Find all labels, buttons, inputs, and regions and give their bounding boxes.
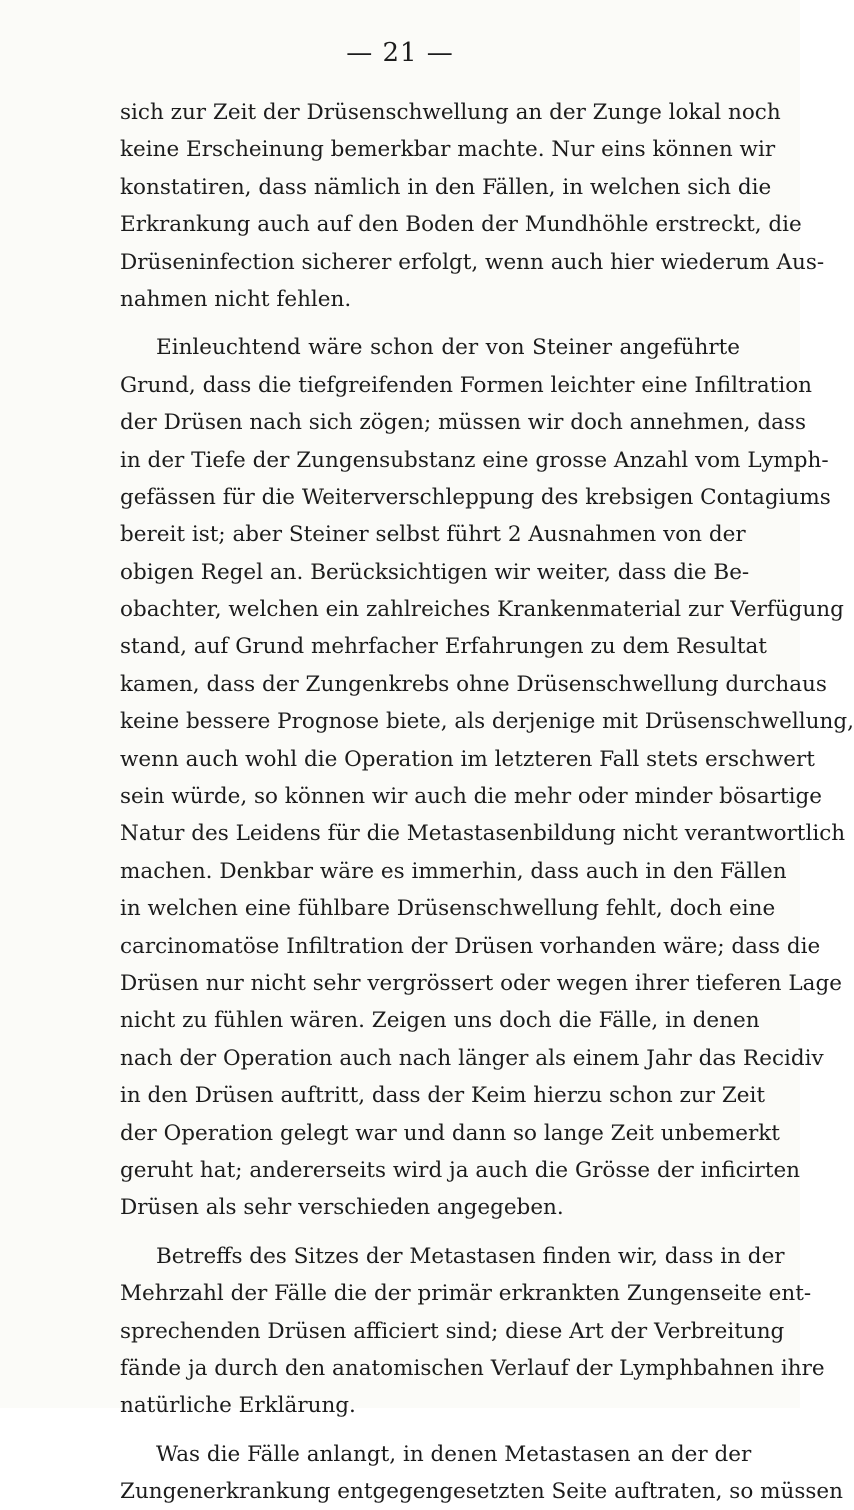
text-line: wenn auch wohl die Operation im letzteren Fall stets erschwert	[120, 746, 815, 772]
text-line: in der Tiefe der Zungensubstanz eine grosse Anzahl vom Lymph-	[120, 447, 829, 473]
text-line: keine Erscheinung bemerkbar machte. Nur eins können wir	[120, 137, 776, 163]
text-line: gefässen für die Weiterverschleppung des krebsigen Contagiums	[120, 484, 831, 510]
text-line: Drüsen als sehr verschieden angegeben.	[120, 1195, 564, 1221]
text-line: Grund, dass die tiefgreifenden Formen leichter eine Infiltration	[120, 372, 812, 398]
text-line: konstatiren, dass nämlich in den Fällen, in welchen sich die	[120, 174, 772, 200]
text-line: Drüsen nur nicht sehr vergrössert oder wegen ihrer tieferen Lage	[120, 970, 842, 996]
text-line: Natur des Leidens für die Metastasenbildung nicht verantwortlich	[120, 821, 846, 847]
text-line: Was die Fälle anlangt, in denen Metastasen an der der	[156, 1441, 752, 1467]
text-line: carcinomatöse Infiltration der Drüsen vorhanden wäre; dass die	[120, 933, 821, 959]
text-line: nahmen nicht fehlen.	[120, 286, 352, 312]
text-line: obachter, welchen ein zahlreiches Krankenmaterial zur Verfügung	[120, 597, 844, 623]
text-line: in welchen eine fühlbare Drüsenschwellung fehlt, doch eine	[120, 896, 776, 922]
body-text	[120, 94, 854, 1510]
text-line: Mehrzahl der Fälle die der primär erkrankten Zungenseite ent-	[120, 1281, 812, 1307]
text-line: stand, auf Grund mehrfacher Erfahrungen zu dem Resultat	[120, 634, 767, 660]
text-line: Betreffs des Sitzes der Metastasen finden wir, dass in der	[156, 1243, 785, 1269]
text-line: Erkrankung auch auf den Boden der Mundhöhle erstreckt, die	[120, 212, 802, 238]
text-line: obigen Regel an. Berücksichtigen wir weiter, dass die Be-	[120, 559, 750, 585]
text-line: sein würde, so können wir auch die mehr oder minder bösartige	[120, 784, 823, 810]
text-line: der Drüsen nach sich zögen; müssen wir doch annehmen, dass	[120, 410, 806, 436]
text-line: bereit ist; aber Steiner selbst führt 2 Ausnahmen von der	[120, 522, 746, 548]
paragraph-1	[120, 94, 825, 318]
text-line: Zungenerkrankung entgegengesetzten Seite auftraten, so müssen	[120, 1479, 843, 1505]
page-number: — 21 —	[346, 38, 454, 68]
text-line: der Operation gelegt war und dann so lange Zeit unbemerkt	[120, 1120, 780, 1146]
text-line: machen. Denkbar wäre es immerhin, dass auch in den Fällen	[120, 858, 787, 884]
text-line: natürliche Erklärung.	[120, 1393, 356, 1419]
text-line: fände ja durch den anatomischen Verlauf der Lymphbahnen ihre	[120, 1355, 825, 1381]
text-line: keine bessere Prognose biete, als derjenige mit Drüsenschwellung,	[120, 709, 854, 735]
paragraph-2	[120, 329, 854, 1226]
text-line: in den Drüsen auftritt, dass der Keim hierzu schon zur Zeit	[120, 1083, 766, 1109]
text-line: Drüseninfection sicherer erfolgt, wenn auch hier wiederum Aus-	[120, 249, 825, 275]
text-line: geruht hat; andererseits wird ja auch die Grösse der inficirten	[120, 1157, 801, 1183]
paragraph-3	[120, 1238, 825, 1425]
text-line: kamen, dass der Zungenkrebs ohne Drüsenschwellung durchaus	[120, 671, 827, 697]
text-line: sich zur Zeit der Drüsenschwellung an der Zunge lokal noch	[120, 100, 781, 125]
paragraph-4	[120, 1436, 843, 1510]
text-line: Einleuchtend wäre schon der von Steiner angeführte	[156, 335, 740, 361]
text-line: nach der Operation auch nach länger als einem Jahr das Recidiv	[120, 1045, 824, 1071]
text-line: sprechenden Drüsen afficiert sind; diese Art der Verbreitung	[120, 1318, 785, 1344]
text-line: nicht zu fühlen wären. Zeigen uns doch die Fälle, in denen	[120, 1008, 760, 1034]
